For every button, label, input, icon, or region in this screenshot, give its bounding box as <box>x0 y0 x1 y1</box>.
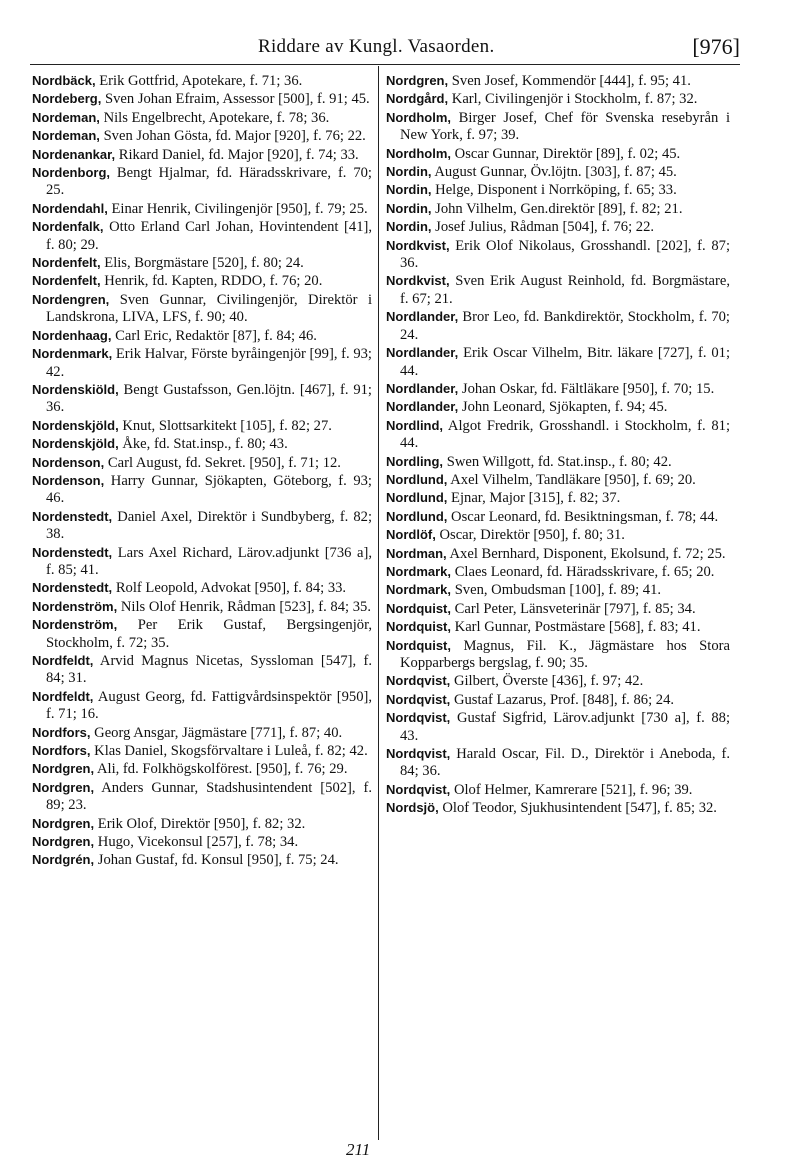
entry-surname: Nordfeldt, <box>32 688 94 704</box>
register-entry <box>386 163 730 181</box>
register-entry <box>32 815 372 833</box>
register-entry <box>386 237 730 273</box>
entry-details: Swen Willgott, fd. Stat.insp., f. 80; 42. <box>446 453 672 470</box>
entry-surname: Nordin, <box>386 219 432 235</box>
entry-details: Birger Josef, Chef för Svenska resebyrån i New York, f. 97; 39. <box>400 109 730 144</box>
register-entry <box>386 145 730 163</box>
entry-surname: Nordenhaag, <box>32 327 112 343</box>
entry-details: Bror Leo, fd. Bankdirektör, Stockholm, f. 70; 24. <box>400 309 730 343</box>
register-entry <box>386 709 730 745</box>
register-entry <box>386 637 730 673</box>
entry-surname: Nordlander, <box>386 309 459 325</box>
register-entry <box>32 109 372 127</box>
register-entry <box>386 799 730 817</box>
register-entry <box>32 508 372 544</box>
entry-details: Erik Gottfrid, Apotekare, f. 71; 36. <box>99 73 303 89</box>
entry-surname: Nordlöf, <box>386 527 436 543</box>
register-entry <box>32 544 372 580</box>
entry-details: Gustaf Sigfrid, Lärov.adjunkt [730 a], f. 88; 43. <box>400 710 731 744</box>
page-folio: 211 <box>346 1140 371 1159</box>
entry-surname: Nordqvist, <box>386 710 451 726</box>
entry-details: Carl Peter, Länsveterinär [797], f. 85; 34. <box>454 600 696 617</box>
register-entry <box>386 72 730 90</box>
entry-details: Georg Ansgar, Jägmästare [771], f. 87; 40. <box>94 724 343 741</box>
entry-details: Ejnar, Major [315], f. 82; 37. <box>451 490 621 507</box>
entry-details: Otto Erland Carl Johan, Hovintendent [41], f. 80; 29. <box>46 219 372 253</box>
entry-surname: Nordenmark, <box>32 346 113 362</box>
entry-details: John Vilhelm, Gen.direktör [89], f. 82; 21. <box>435 200 683 217</box>
register-entry <box>32 851 372 869</box>
register-entry <box>386 398 730 416</box>
entry-surname: Nordin, <box>386 200 432 216</box>
entry-surname: Nordgren, <box>32 834 95 850</box>
register-entry <box>386 489 730 507</box>
page-header <box>30 36 740 62</box>
register-entry <box>386 508 730 526</box>
entry-details: Knut, Slottsarkitekt [105], f. 82; 27. <box>122 417 332 434</box>
entry-details: Sven Erik August Reinhold, fd. Borgmästare, f. 67; 21. <box>400 273 730 307</box>
entry-details: Oscar Leonard, fd. Besiktningsman, f. 78; 44. <box>451 508 719 525</box>
entry-details: Per Erik Gustaf, Bergsingenjör, Stockholm, f. 72; 35. <box>46 617 373 651</box>
register-entry <box>386 200 730 218</box>
entry-details: Magnus, Fil. K., Jägmästare hos Stora Kopparbergs bergslag, f. 90; 35. <box>400 637 730 671</box>
entry-surname: Nordfeldt, <box>32 653 94 668</box>
entry-surname: Nordgren, <box>32 761 95 777</box>
register-entry <box>386 308 730 344</box>
entry-surname: Nordenström, <box>32 598 118 614</box>
entry-surname: Nordholm, <box>386 145 451 161</box>
entry-surname: Nordenstedt, <box>32 508 113 524</box>
entry-details: August Gunnar, Öv.löjtn. [303], f. 87; 45. <box>434 164 677 181</box>
entry-details: Oscar Gunnar, Direktör [89], f. 02; 45. <box>454 145 681 162</box>
entry-surname: Nordenskjöld, <box>32 436 119 452</box>
register-entry <box>32 72 372 90</box>
page-number: [976] <box>692 34 740 59</box>
entry-details: Helge, Disponent i Norrköping, f. 65; 33. <box>435 182 677 199</box>
entry-details: Erik Olof, Direktör [950], f. 82; 32. <box>97 815 306 832</box>
entry-details: Karl Gunnar, Postmästare [568], f. 83; 41. <box>454 619 701 636</box>
register-entry <box>32 435 372 453</box>
entry-details: Olof Teodor, Sjukhusintendent [547], f. 85; 32. <box>442 800 717 817</box>
entry-details: Sven Johan Gösta, fd. Major [920], f. 76; 22. <box>103 128 366 145</box>
entry-details: Harry Gunnar, Sjökapten, Göteborg, f. 93; 46. <box>46 472 372 507</box>
register-entry <box>386 691 730 709</box>
entry-surname: Nordquist, <box>386 637 451 653</box>
entry-surname: Nordenfelt, <box>32 273 101 289</box>
register-entry <box>386 526 730 544</box>
entry-details: Gustaf Lazarus, Prof. [848], f. 86; 24. <box>453 691 675 708</box>
register-entry <box>32 472 372 508</box>
entry-surname: Nordin, <box>386 164 432 180</box>
entry-surname: Nordqvist, <box>386 691 451 707</box>
entry-surname: Nordquist, <box>386 600 451 616</box>
register-entry <box>32 454 372 472</box>
entry-details: Rikard Daniel, fd. Major [920], f. 74; 33. <box>118 146 359 163</box>
entry-details: Hugo, Vicekonsul [257], f. 78; 34. <box>97 834 299 851</box>
entry-surname: Nordling, <box>386 453 444 469</box>
register-entry <box>32 272 372 290</box>
entry-surname: Nordenström, <box>32 617 118 633</box>
register-entry <box>32 833 372 851</box>
register-entry <box>32 90 372 108</box>
entry-details: Klas Daniel, Skogsförvaltare i Luleå, f. 82; 42. <box>94 743 368 760</box>
register-entry <box>386 218 730 236</box>
entry-surname: Nordengren, <box>32 291 110 307</box>
entry-surname: Nordlind, <box>386 417 444 433</box>
entry-details: Bengt Gustafsson, Gen.löjtn. [467], f. 91; 36. <box>46 381 372 416</box>
entry-surname: Nordqvist, <box>386 781 451 797</box>
register-entry <box>32 724 372 742</box>
register-entry <box>32 327 372 345</box>
entry-details: August Georg, fd. Fattigvårdsinspektör [950], f. 71; 16. <box>46 688 373 723</box>
entry-details: Karl, Civilingenjör i Stockholm, f. 87; 32. <box>451 91 698 108</box>
register-entry <box>32 218 372 254</box>
entry-details: Carl Eric, Redaktör [87], f. 84; 46. <box>115 327 317 344</box>
entry-details: Ali, fd. Folkhögskolförest. [950], f. 76; 29. <box>96 761 348 778</box>
entry-surname: Nordenfalk, <box>32 219 104 235</box>
header-rule <box>30 64 740 65</box>
register-entry <box>386 781 730 799</box>
register-entry <box>32 146 372 164</box>
page-title: Riddare av Kungl. Vasaorden. <box>258 36 495 57</box>
entry-details: Elis, Borgmästare [520], f. 80; 24. <box>104 255 304 272</box>
register-entry <box>32 598 372 616</box>
register-entry <box>386 380 730 398</box>
entry-details: Sven Johan Efraim, Assessor [500], f. 91; 45. <box>105 91 370 108</box>
entry-details: Erik Halvar, Förste byråingenjör [99], f. 93; 42. <box>46 346 372 380</box>
entry-surname: Nordgren, <box>32 779 95 795</box>
entry-details: Johan Gustaf, fd. Konsul [950], f. 75; 24. <box>97 852 339 869</box>
entry-details: John Leonard, Sjökapten, f. 94; 45. <box>461 399 668 416</box>
entry-surname: Nordbäck, <box>32 73 96 88</box>
entry-surname: Nordlund, <box>386 471 448 487</box>
register-entry <box>32 652 372 688</box>
entry-surname: Nordlander, <box>386 380 459 396</box>
entry-details: Nils Olof Henrik, Rådman [523], f. 84; 35. <box>120 598 371 615</box>
entry-surname: Nordeman, <box>32 109 100 125</box>
entry-surname: Nordsjö, <box>386 800 439 816</box>
entry-surname: Nordeberg, <box>32 91 102 107</box>
register-entry <box>386 344 730 380</box>
entry-surname: Nordenborg, <box>32 165 110 181</box>
right-column <box>386 72 730 818</box>
entry-surname: Nordqvist, <box>386 673 451 689</box>
register-entry <box>386 272 730 308</box>
register-entry <box>386 471 730 489</box>
entry-surname: Nordenfelt, <box>32 255 101 271</box>
register-entry <box>32 345 372 381</box>
entry-details: Anders Gunnar, Stadshusintendent [502], f. 89; 23. <box>46 779 372 814</box>
register-entry <box>32 579 372 597</box>
entry-surname: Nordenskjöld, <box>32 417 119 433</box>
register-entry <box>386 563 730 581</box>
entry-surname: Nordqvist, <box>386 746 451 762</box>
entry-details: Bengt Hjalmar, fd. Häradsskrivare, f. 70; 25. <box>46 165 372 199</box>
entry-surname: Nordlund, <box>386 490 448 506</box>
register-entry <box>32 381 372 417</box>
entry-details: Johan Oskar, fd. Fältläkare [950], f. 70; 15. <box>461 380 715 397</box>
entry-surname: Nordenstedt, <box>32 544 113 560</box>
entry-surname: Nordendahl, <box>32 200 108 216</box>
register-entry <box>386 90 730 108</box>
entry-surname: Nordgård, <box>386 91 449 107</box>
register-entry <box>32 760 372 778</box>
register-entry <box>32 417 372 435</box>
column-divider <box>378 66 379 1140</box>
entry-surname: Nordkvist, <box>386 273 450 289</box>
entry-surname: Nordfors, <box>32 743 91 759</box>
entry-details: Gilbert, Överste [436], f. 97; 42. <box>453 673 644 690</box>
entry-surname: Nordenskiöld, <box>32 381 119 397</box>
register-entry <box>386 453 730 471</box>
entry-details: Claes Leonard, fd. Häradsskrivare, f. 65; 20. <box>454 563 715 580</box>
register-entry <box>32 291 372 327</box>
entry-surname: Nordenstedt, <box>32 580 113 596</box>
entry-surname: Nordman, <box>386 545 447 561</box>
entry-surname: Nordholm, <box>386 109 451 125</box>
entry-details: Lars Axel Richard, Lärov.adjunkt [736 a], f. 85; 41. <box>46 544 372 578</box>
register-entry <box>386 109 730 145</box>
entry-details: Sven, Ombudsman [100], f. 89; 41. <box>454 582 662 599</box>
register-entry <box>32 200 372 218</box>
entry-details: Sven Josef, Kommendör [444], f. 95; 41. <box>451 73 691 89</box>
register-entry <box>32 616 372 652</box>
entry-details: Carl August, fd. Sekret. [950], f. 71; 12. <box>107 454 341 471</box>
entry-details: Oscar, Direktör [950], f. 80; 31. <box>439 527 625 544</box>
entry-details: Arvid Magnus Nicetas, Syssloman [547], f. 84; 31. <box>46 653 372 687</box>
entry-details: Henrik, fd. Kapten, RDDO, f. 76; 20. <box>104 273 323 290</box>
entry-surname: Nordmark, <box>386 563 452 579</box>
register-entry <box>386 618 730 636</box>
entry-details: Nils Engelbrecht, Apotekare, f. 78; 36. <box>103 109 330 126</box>
entry-surname: Nordenankar, <box>32 146 116 162</box>
entry-details: Algot Fredrik, Grosshandl. i Stockholm, f. 81; 44. <box>400 417 730 452</box>
entry-surname: Nordgren, <box>32 815 95 831</box>
entry-details: Sven Gunnar, Civilingenjör, Direktör i Landskrona, LIVA, LFS, f. 90; 40. <box>46 291 373 326</box>
entry-details: Daniel Axel, Direktör i Sundbyberg, f. 82; 38. <box>46 508 372 543</box>
entry-details: Erik Olof Nikolaus, Grosshandl. [202], f. 87; 36. <box>400 237 730 272</box>
register-entry <box>386 581 730 599</box>
entry-details: Åke, fd. Stat.insp., f. 80; 43. <box>122 436 288 453</box>
entry-details: Josef Julius, Rådman [504], f. 76; 22. <box>435 219 655 236</box>
entry-details: Harald Oscar, Fil. D., Direktör i Aneboda, f. 84; 36. <box>400 746 731 780</box>
entry-details: Rolf Leopold, Advokat [950], f. 84; 33. <box>115 580 347 597</box>
entry-surname: Nordlander, <box>386 345 459 361</box>
entry-surname: Nordkvist, <box>386 237 450 253</box>
left-column <box>32 72 372 870</box>
entry-surname: Nordlund, <box>386 508 448 524</box>
entry-surname: Nordenson, <box>32 454 105 470</box>
entry-surname: Nordgrén, <box>32 852 95 868</box>
entry-details: Erik Oscar Vilhelm, Bitr. läkare [727], f. 01; 44. <box>400 345 731 379</box>
register-entry <box>386 672 730 690</box>
entry-surname: Nordlander, <box>386 399 459 415</box>
entry-surname: Nordgren, <box>386 73 449 88</box>
register-entry <box>32 742 372 760</box>
register-entry <box>386 600 730 618</box>
register-entry <box>386 181 730 199</box>
entry-surname: Nordfors, <box>32 724 91 740</box>
entry-surname: Nordeman, <box>32 128 100 144</box>
register-entry <box>386 745 730 781</box>
entry-details: Einar Henrik, Civilingenjör [950], f. 79; 25. <box>111 200 368 217</box>
entry-details: Axel Vilhelm, Tandläkare [950], f. 69; 20. <box>450 471 696 488</box>
register-entry <box>386 545 730 563</box>
entry-surname: Nordmark, <box>386 582 452 598</box>
register-entry <box>32 254 372 272</box>
entry-surname: Nordin, <box>386 182 432 198</box>
entry-details: Axel Bernhard, Disponent, Ekolsund, f. 72; 25. <box>449 545 726 562</box>
register-entry <box>386 417 730 453</box>
register-entry <box>32 127 372 145</box>
entry-surname: Nordquist, <box>386 619 451 635</box>
register-entry <box>32 688 372 724</box>
register-entry <box>32 164 372 200</box>
entry-surname: Nordenson, <box>32 472 105 488</box>
entry-details: Olof Helmer, Kamrerare [521], f. 96; 39. <box>453 781 693 798</box>
register-entry <box>32 779 372 815</box>
